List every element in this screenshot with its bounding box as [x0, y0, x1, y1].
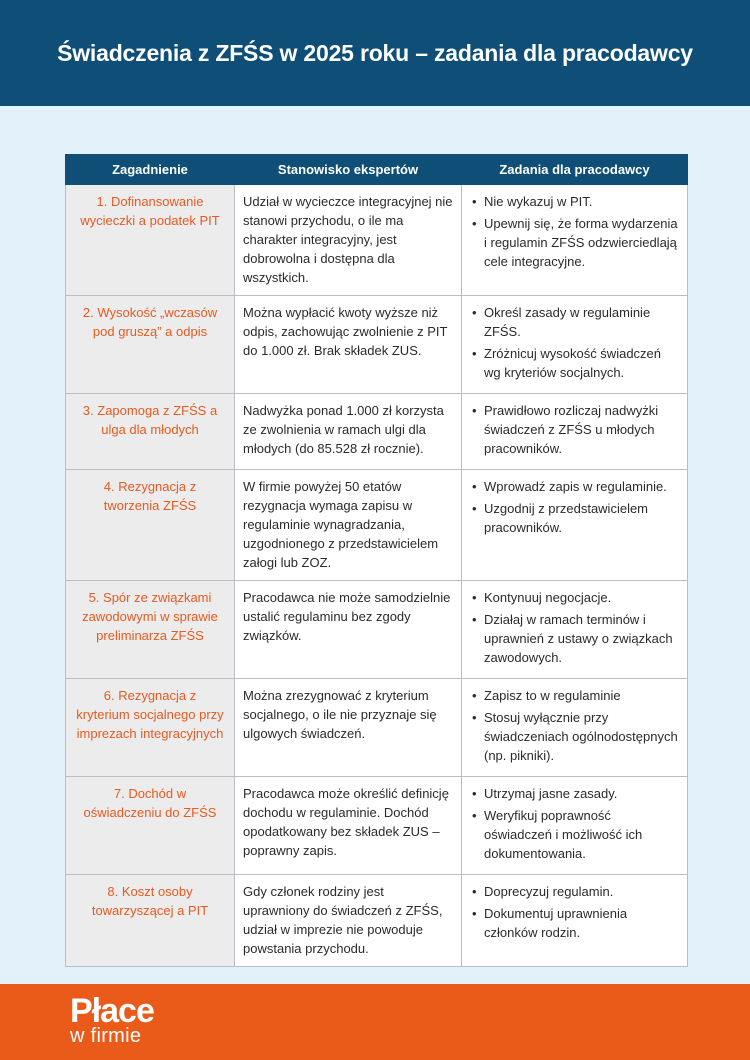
topic-cell: 3. Zapomoga z ZFŚS a ulga dla młodych	[66, 394, 235, 470]
table-row	[66, 394, 688, 470]
topic-cell: 7. Dochód w oświadczeniu do ZFŚS	[66, 777, 235, 875]
task-item: • Dokumentuj uprawnienia członków rodzin.	[484, 904, 679, 942]
task-item: • Zróżnicuj wysokość świadczeń wg kryteriów socjalnych.	[484, 344, 679, 382]
header-banner	[0, 0, 750, 106]
table-row	[66, 875, 688, 967]
task-list	[470, 882, 679, 942]
expert-opinion-cell: Można zrezygnować z kryterium socjalnego, o ile nie przyznaje się ulgowych świadczeń.	[235, 679, 462, 777]
task-item: • Określ zasady w regulaminie ZFŚS.	[484, 303, 679, 341]
task-item: • Upewnij się, że forma wydarzenia i regulamin ZFŚS odzwierciedlają cele integracyjne.	[484, 214, 679, 271]
logo-line-2: w firmie	[70, 1025, 142, 1047]
task-list	[470, 303, 679, 382]
page-title: Świadczenia z ZFŚS w 2025 roku – zadania dla pracodawcy	[57, 39, 693, 66]
task-item: • Prawidłowo rozliczaj nadwyżki świadczeń z ZFŚS u młodych pracowników.	[484, 401, 679, 458]
employer-tasks-cell	[462, 394, 688, 470]
task-item: • Doprecyzuj regulamin.	[484, 882, 679, 901]
table-row	[66, 470, 688, 581]
table-row	[66, 581, 688, 679]
task-list	[470, 588, 679, 667]
employer-tasks-cell	[462, 581, 688, 679]
table-row	[66, 185, 688, 296]
task-list	[470, 192, 679, 271]
expert-opinion-cell: Udział w wycieczce integracyjnej nie stanowi przychodu, o ile ma charakter integracyjny, jest dobrowolna i dostępna dla wszystkich.	[235, 185, 462, 296]
task-list	[470, 477, 679, 537]
task-item: • Kontynuuj negocjacje.	[484, 588, 679, 607]
task-item: • Wprowadź zapis w regulaminie.	[484, 477, 679, 496]
benefits-table	[65, 154, 688, 967]
topic-cell: 2. Wysokość „wczasów pod gruszą” a odpis	[66, 296, 235, 394]
expert-opinion-cell: Gdy członek rodziny jest uprawniony do świadczeń z ZFŚS, udział w imprezie nie powoduje powstania przychodu.	[235, 875, 462, 967]
employer-tasks-cell	[462, 296, 688, 394]
employer-tasks-cell	[462, 777, 688, 875]
task-list	[470, 784, 679, 863]
task-list	[470, 686, 679, 765]
table-row	[66, 777, 688, 875]
employer-tasks-cell	[462, 470, 688, 581]
logo	[70, 994, 154, 1046]
expert-opinion-cell: Pracodawca nie może samodzielnie ustalić regulaminu bez zgody związków.	[235, 581, 462, 679]
table-body	[66, 185, 688, 967]
task-item: • Utrzymaj jasne zasady.	[484, 784, 679, 803]
logo-line-1: Płace	[70, 992, 154, 1030]
expert-opinion-cell: Pracodawca może określić definicję dochodu w regulaminie. Dochód opodatkowany bez składek ZUS – poprawny zapis.	[235, 777, 462, 875]
column-header-expert-opinion: Stanowisko ekspertów	[235, 155, 462, 185]
task-item: • Uzgodnij z przedstawicielem pracowników.	[484, 499, 679, 537]
column-header-topic: Zagadnienie	[66, 155, 235, 185]
task-list	[470, 401, 679, 458]
task-item: • Weryfikuj poprawność oświadczeń i możliwość ich dokumentowania.	[484, 806, 679, 863]
table-header-row	[66, 155, 688, 185]
task-item: • Nie wykazuj w PIT.	[484, 192, 679, 211]
expert-opinion-cell: Nadwyżka ponad 1.000 zł korzysta ze zwolnienia w ramach ulgi dla młodych (do 85.528 zł rocznie).	[235, 394, 462, 470]
column-header-employer-tasks: Zadania dla pracodawcy	[462, 155, 688, 185]
table-row	[66, 679, 688, 777]
table-row	[66, 296, 688, 394]
employer-tasks-cell	[462, 875, 688, 967]
topic-cell: 1. Dofinansowanie wycieczki a podatek PIT	[66, 185, 235, 296]
task-item: • Zapisz to w regulaminie	[484, 686, 679, 705]
expert-opinion-cell: W firmie powyżej 50 etatów rezygnacja wymaga zapisu w regulaminie wynagradzania, uzgodnionego z przedstawicielem załogi lub ZOZ.	[235, 470, 462, 581]
employer-tasks-cell	[462, 679, 688, 777]
task-item: • Stosuj wyłącznie przy świadczeniach ogólnodostępnych (np. pikniki).	[484, 708, 679, 765]
employer-tasks-cell	[462, 185, 688, 296]
task-item: • Działaj w ramach terminów i uprawnień z ustawy o związkach zawodowych.	[484, 610, 679, 667]
topic-cell: 5. Spór ze związkami zawodowymi w sprawie preliminarza ZFŚS	[66, 581, 235, 679]
expert-opinion-cell: Można wypłacić kwoty wyższe niż odpis, zachowując zwolnienie z PIT do 1.000 zł. Brak składek ZUS.	[235, 296, 462, 394]
topic-cell: 4. Rezygnacja z tworzenia ZFŚS	[66, 470, 235, 581]
topic-cell: 6. Rezygnacja z kryterium socjalnego przy imprezach integracyjnych	[66, 679, 235, 777]
topic-cell: 8. Koszt osoby towarzyszącej a PIT	[66, 875, 235, 967]
